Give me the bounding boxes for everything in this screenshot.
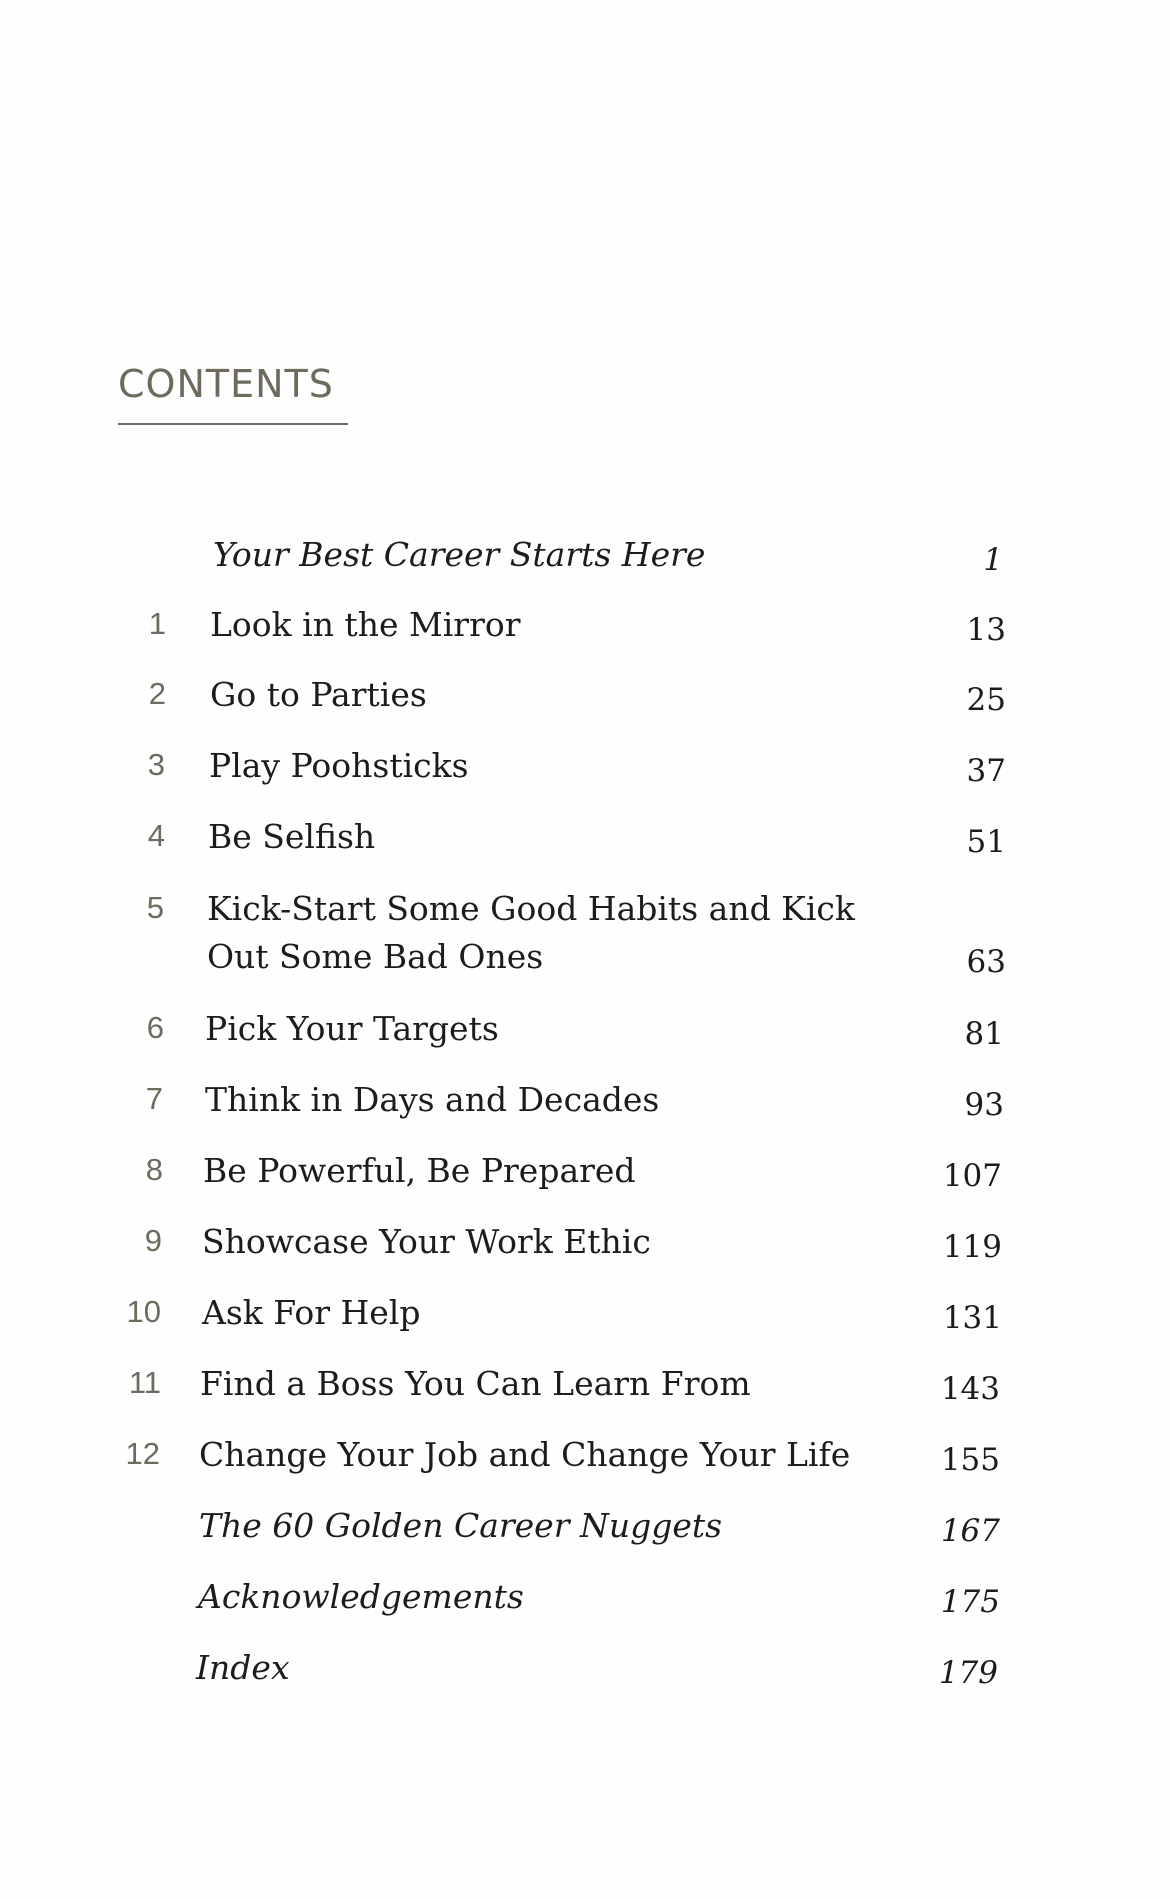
chapter-title-continued: Out Some Bad Ones [207, 937, 544, 976]
chapter-title: Pick Your Targets [205, 1009, 499, 1048]
chapter-number: 2 [148, 676, 166, 711]
chapter-title: Be Selfish [208, 817, 376, 856]
chapter-title: Change Your Job and Change Your Life [199, 1435, 851, 1474]
chapter-title: Showcase Your Work Ethic [202, 1222, 651, 1261]
chapter-number: 5 [146, 890, 164, 925]
page-number: 107 [942, 1158, 1002, 1194]
chapter-number: 9 [144, 1223, 162, 1258]
page-number: 131 [942, 1300, 1002, 1336]
chapter-title: Go to Parties [210, 675, 427, 714]
chapter-number: 12 [125, 1436, 160, 1471]
page-number: 167 [940, 1513, 1000, 1549]
chapter-title: Be Powerful, Be Prepared [203, 1151, 636, 1190]
chapter-title: Kick-Start Some Good Habits and Kick [207, 889, 855, 928]
page-number: 1 [983, 542, 1003, 578]
chapter-title: The 60 Golden Career Nuggets [199, 1506, 723, 1545]
chapter-title: Index [196, 1648, 290, 1687]
chapter-number: 8 [145, 1152, 163, 1187]
page-number: 93 [964, 1087, 1004, 1123]
page-number: 155 [940, 1442, 1000, 1478]
heading-underline [118, 423, 348, 425]
page-number: 63 [966, 944, 1006, 980]
chapter-number: 10 [126, 1294, 161, 1329]
chapter-title: Your Best Career Starts Here [213, 535, 706, 574]
page-number: 179 [938, 1655, 998, 1691]
chapter-number: 3 [147, 747, 165, 782]
page-number: 81 [964, 1016, 1004, 1052]
chapter-title: Think in Days and Decades [205, 1080, 660, 1119]
chapter-title: Ask For Help [202, 1293, 421, 1332]
chapter-number: 11 [128, 1365, 161, 1400]
chapter-title: Find a Boss You Can Learn From [200, 1364, 751, 1403]
page-number: 175 [940, 1584, 1000, 1620]
chapter-number: 1 [148, 606, 166, 641]
contents-heading: CONTENTS [118, 362, 334, 406]
page-number: 119 [942, 1229, 1002, 1265]
page-number: 143 [940, 1371, 1000, 1407]
chapter-title: Look in the Mirror [210, 605, 521, 644]
chapter-title: Play Poohsticks [209, 746, 469, 785]
chapter-number: 4 [147, 818, 165, 853]
page-number: 51 [966, 824, 1006, 860]
page-number: 13 [966, 612, 1006, 648]
page-number: 25 [966, 682, 1006, 718]
chapter-number: 6 [146, 1010, 164, 1045]
chapter-title: Acknowledgements [198, 1577, 524, 1616]
page-number: 37 [966, 753, 1006, 789]
chapter-number: 7 [145, 1081, 163, 1116]
